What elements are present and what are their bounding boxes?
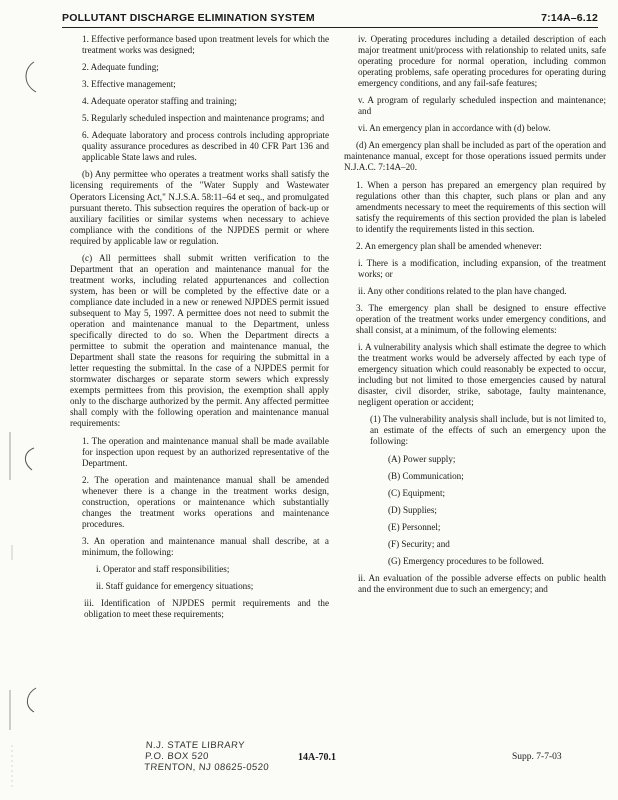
paragraph: (b) Any permittee who operates a treatment works shall satisfy the licensing requirements of the "Water Supply and Wastewater Operators Licensing Act," N.J.S.A. 58:11–64 et seq., and promulgated pursuant thereto. This subsection requires the operation of back-up or auxiliary facilities or similar systems when necessary to achieve compliance with the conditions of the NJPDES permit or where required by applicable law or regulation. — [70, 169, 329, 246]
paragraph: i. Operator and staff responsibilities; — [96, 563, 230, 574]
paragraph: 2. The operation and maintenance manual shall be amended whenever there is a change in the treatment works design, construction, operations or maintenance which substantially changes the treatment works operations and maintenance procedures. — [82, 474, 329, 529]
paragraph: (D) Supplies; — [388, 504, 437, 515]
running-header — [62, 12, 598, 28]
library-stamp — [144, 740, 276, 773]
paragraph: 3. An operation and maintenance manual shall describe, at a minimum, the following: — [82, 535, 329, 557]
paragraph: iii. Identification of NJPDES permit requirements and the obligation to meet these requirements; — [84, 598, 329, 620]
paragraph: (d) An emergency plan shall be included as part of the operation and maintenance manual, except for those operations issued permits under N.J.A.C. 7:14A–20. — [344, 140, 606, 173]
paragraph: ii. Any other conditions related to the plan have changed. — [358, 285, 567, 296]
paragraph: 6. Adequate laboratory and process controls including appropriate quality assurance procedures as described in 40 CFR Part 136 and applicable State laws and rules. — [82, 130, 329, 163]
paragraph: 1. The operation and maintenance manual shall be made available for inspection upon request by an authorized representative of the Department. — [82, 435, 329, 468]
paragraph: (A) Power supply; — [388, 453, 456, 464]
paragraph: 3. The emergency plan shall be designed to ensure effective operation of the treatment works under emergency conditions, and shall consist, at a minimum, of the following elements: — [356, 302, 606, 336]
paragraph: 2. Adequate funding; — [82, 62, 159, 73]
paragraph: (c) All permittees shall submit written verification to the Department that an operation and maintenance manual for the treatment works, including related appurtenances and collection system, has been or will be completed by the effective date or a compliance date included in a new or renewed NJPDES permit issued subsequent to May 5, 1997. A permittee does not need to submit the operation and maintenance manual to the Department, unless specifically directed to do so. When the Department directs a permittee to submit the operation and maintenance manual, the Department shall state the reasons for requiring the submittal in a letter requesting the submittal. In the case of a NJPDES permit for stormwater discharges or separate storm sewers which expressly exempts permittees from this provision, the exemption shall apply only to the discharge authorized by the permit. Any affected permittee shall comply with the following operation and maintenance manual requirements: — [70, 252, 329, 429]
right-column — [344, 34, 606, 601]
paragraph: (E) Personnel; — [388, 521, 441, 532]
paragraph: 2. An emergency plan shall be amended whenever: — [356, 240, 542, 251]
paragraph: v. A program of regularly scheduled inspection and maintenance; and — [358, 95, 606, 117]
paragraph: (G) Emergency procedures to be followed. — [388, 555, 544, 566]
paragraph: 1. Effective performance based upon treatment levels for which the treatment works was designed; — [82, 34, 329, 56]
left-column — [70, 34, 329, 626]
paragraph: 1. When a person has prepared an emergency plan required by regulations other than this chapter, such plans or plan and any amendments necessary to meet the requirements of this section will satisfy the requirements of this section provided the plan is labeled to identify the requirements listed in this section. — [356, 179, 606, 234]
margin-binding-marks — [0, 0, 60, 800]
stamp-line: N.J. STATE LIBRARY — [145, 740, 246, 751]
paragraph: (F) Security; and — [388, 538, 450, 549]
header-section-number: 7:14A–6.12 — [541, 12, 598, 24]
stamp-line: P.O. BOX 520 — [144, 751, 210, 762]
paragraph: (1) The vulnerability analysis shall include, but is not limited to, an estimate of the effects of such an emergency upon the following: — [370, 414, 606, 447]
paragraph: (C) Equipment; — [388, 487, 446, 498]
paragraph: 4. Adequate operator staffing and training; — [82, 96, 237, 107]
paragraph: vi. An emergency plan in accordance with (d) below. — [358, 123, 551, 134]
paragraph: i. A vulnerability analysis which shall estimate the degree to which the treatment works would be adversely affected by each type of emergency situation which could reasonably be expected to occur, including but not limited to those emergencies caused by natural disaster, civil disorder, strike, sabotage, faulty maintenance, negligent operation or accident; — [358, 342, 606, 408]
supplement-date: Supp. 7-7-03 — [512, 752, 562, 762]
paragraph: ii. Staff guidance for emergency situations; — [96, 581, 254, 592]
paragraph: (B) Communication; — [388, 470, 464, 481]
stamp-line: TRENTON, NJ 08625-0520 — [143, 762, 270, 773]
page-number: 14A-70.1 — [298, 752, 337, 763]
paragraph: 3. Effective management; — [82, 79, 176, 90]
paragraph: i. There is a modification, including expansion, of the treatment works; or — [358, 257, 606, 279]
page-footer — [0, 740, 618, 792]
paragraph: ii. An evaluation of the possible adverse effects on public health and the environment due to such an emergency; and — [358, 572, 606, 594]
paragraph: iv. Operating procedures including a detailed description of each major treatment unit/process with relationship to related units, safe operating procedure for normal operation, including common operating problems, safe operating procedures for operating during emergency conditions, and any fail-safe features; — [358, 34, 606, 89]
paragraph: 5. Regularly scheduled inspection and maintenance programs; and — [82, 113, 325, 124]
header-title: POLLUTANT DISCHARGE ELIMINATION SYSTEM — [62, 12, 315, 24]
